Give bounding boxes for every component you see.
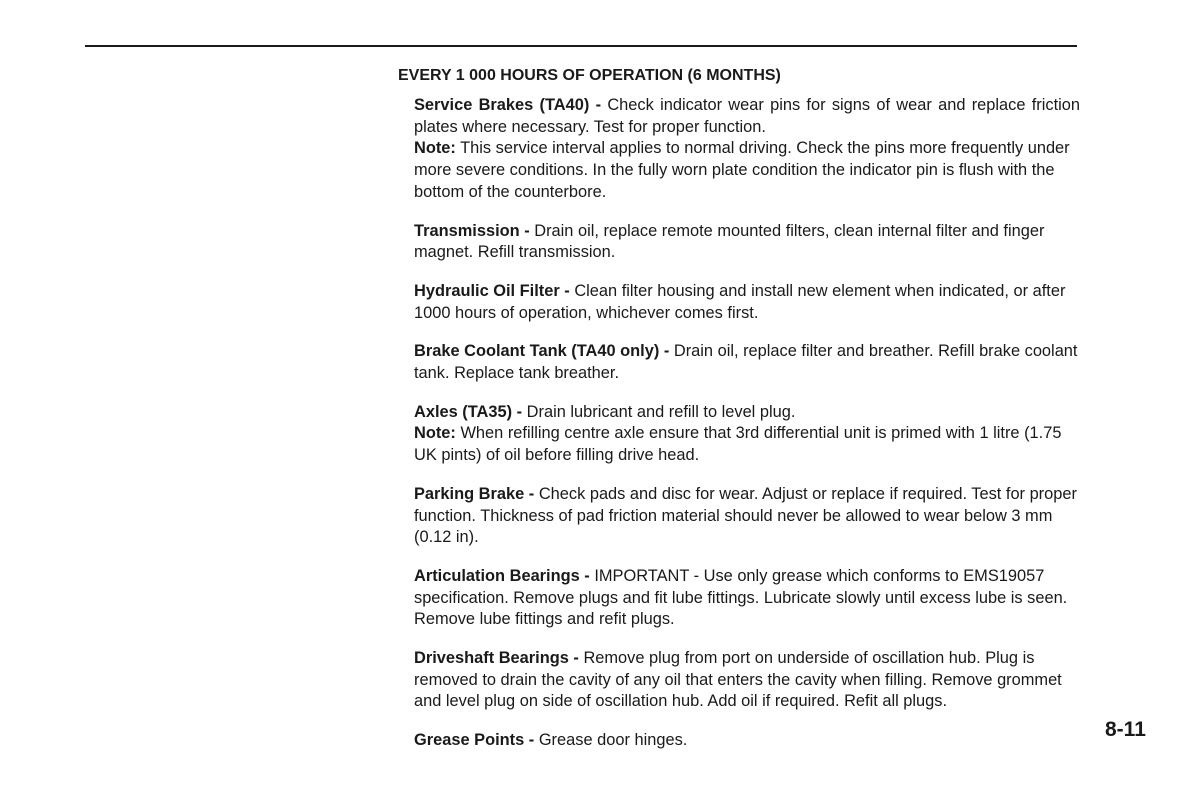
item-title: Driveshaft Bearings - — [414, 649, 579, 668]
item-text: Grease door hinges. — [538, 731, 688, 750]
item-hydraulic-oil-filter — [414, 281, 1080, 324]
note-text: When refilling centre axle ensure that 3rd differential unit is primed with 1 litre (1.75 UK pints) of oil before filling drive head. — [414, 424, 1062, 465]
item-grease-points — [414, 730, 1080, 752]
item-title: Service Brakes (TA40) - — [414, 96, 602, 114]
item-service-brakes — [414, 95, 1080, 204]
item-title: Articulation Bearings - — [414, 566, 590, 585]
item-text: IMPORTANT - Use only grease which conforms to EMS19057 specification. Remove plugs and fit lube fittings. Lubricate slowly until excess lube is seen. Remove lube fittings and refit plugs. — [414, 566, 1068, 629]
item-axles — [414, 402, 1080, 467]
item-text: Drain oil, replace filter and breather. Refill brake coolant tank. Replace tank breather. — [414, 342, 1078, 383]
item-title: Axles (TA35) - — [414, 402, 523, 421]
item-title: Parking Brake - — [414, 484, 535, 503]
item-text: Check pads and disc for wear. Adjust or replace if required. Test for proper function. Thickness of pad friction material should never be allowed to wear below 3 mm (0.12 in). — [414, 484, 1077, 547]
item-text: Drain lubricant and refill to level plug. — [526, 402, 796, 421]
item-brake-coolant-tank — [414, 341, 1080, 384]
item-transmission — [414, 221, 1080, 264]
item-text: Drain oil, replace remote mounted filters, clean internal filter and finger magnet. Refill transmission. — [414, 221, 1045, 262]
item-driveshaft-bearings — [414, 648, 1080, 713]
item-title: Grease Points - — [414, 731, 535, 750]
note-label: Note: — [414, 139, 456, 158]
item-title: Brake Coolant Tank (TA40 only) - — [414, 342, 670, 361]
section-heading: EVERY 1 000 HOURS OF OPERATION (6 MONTHS) — [398, 67, 781, 84]
page-number: 8-11 — [1105, 718, 1146, 741]
note-text: This service interval applies to normal driving. Check the pins more frequently under more severe conditions. In the fully worn plate condition the indicator pin is flush with the bottom of the counterbore. — [414, 139, 1070, 201]
item-text: Check indicator wear pins for signs of wear and replace friction plates where necessary. Test for proper function. — [414, 96, 1081, 136]
item-text: Remove plug from port on underside of oscillation hub. Plug is removed to drain the cavity of any oil that enters the cavity when filling. Remove grommet and level plug on side of oscillation hub. Add oil if required. Refit all plugs. — [414, 649, 1062, 711]
note-label: Note: — [414, 424, 456, 443]
top-rule — [85, 45, 1077, 47]
item-title: Transmission - — [414, 221, 530, 240]
item-parking-brake — [414, 484, 1080, 549]
maintenance-list — [414, 95, 1080, 769]
item-text: Clean filter housing and install new element when indicated, or after 1000 hours of operation, whichever comes first. — [414, 281, 1066, 322]
item-articulation-bearings — [414, 566, 1080, 631]
item-title: Hydraulic Oil Filter - — [414, 281, 570, 300]
